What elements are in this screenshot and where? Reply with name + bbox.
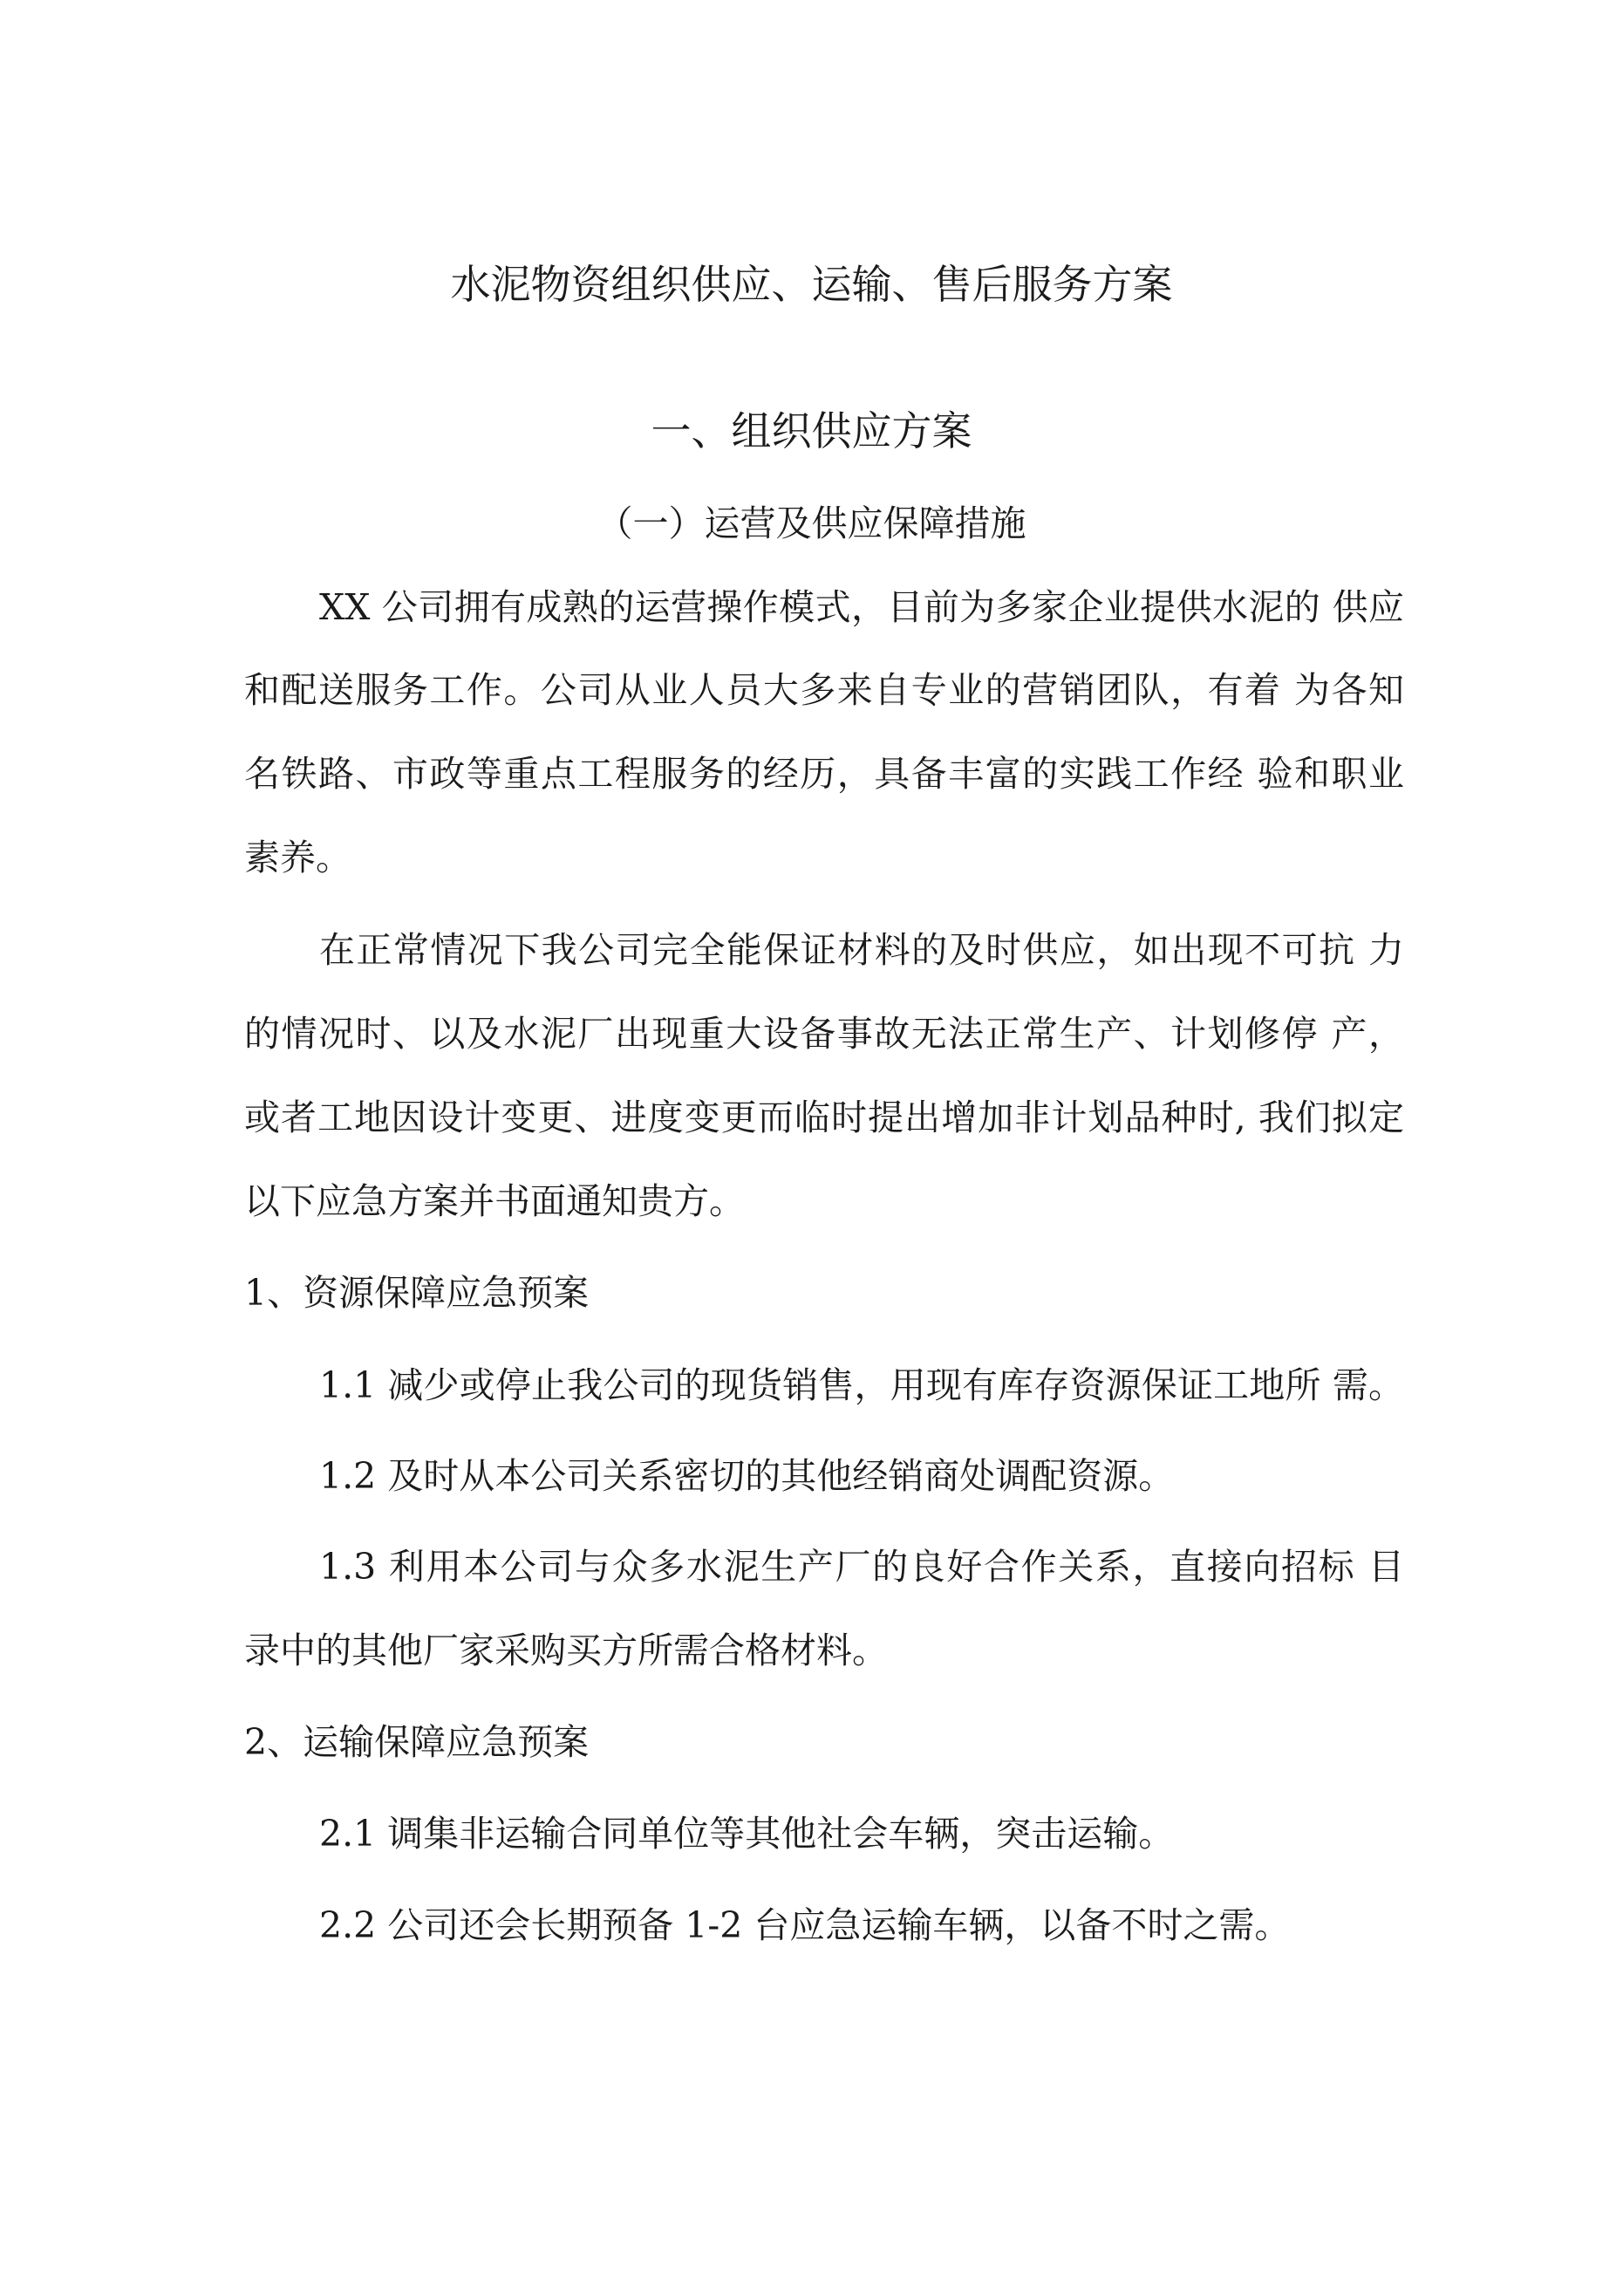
paragraph-line: 素养。	[244, 837, 351, 878]
paragraph-line: 的情况时、以及水泥厂出现重大设备事故无法正常生产、计划修停 产，	[244, 1013, 1404, 1055]
paragraph-line: 以下应急方案并书面通知贵方。	[244, 1180, 745, 1222]
subsection-heading: （一）运营及供应保障措施	[597, 502, 1026, 544]
paragraph-line: 或者工地因设计变更、进度变更而临时提出增加非计划品种时, 我们拟定	[244, 1097, 1404, 1138]
list-item-continuation: 录中的其他厂家采购买方所需合格材料。	[244, 1630, 888, 1671]
list-item: 1.1 减少或停止我公司的现货销售，用现有库存资源保证工地所 需。	[319, 1364, 1404, 1406]
list-item: 2.2 公司还会长期预备 1-2 台应急运输车辆，以备不时之需。	[319, 1904, 1291, 1946]
list-heading: 2、运输保障应急预案	[244, 1721, 590, 1763]
paragraph-line: 在正常情况下我公司完全能保证材料的及时供应，如出现不可抗 力	[319, 929, 1404, 971]
list-item: 1.3 利用本公司与众多水泥生产厂的良好合作关系，直接向招标 目	[319, 1546, 1404, 1588]
list-item: 1.2 及时从本公司关系密切的其他经销商处调配资源。	[319, 1455, 1175, 1497]
list-item: 2.1 调集非运输合同单位等其他社会车辆，突击运输。	[319, 1813, 1175, 1855]
paragraph-line: 名铁路、市政等重点工程服务的经历，具备丰富的实践工作经 验和职业	[244, 753, 1404, 795]
paragraph-line: XX 公司拥有成熟的运营操作模式，目前为多家企业提供水泥的 供应	[319, 586, 1404, 628]
paragraph-line: 和配送服务工作。公司从业人员大多来自专业的营销团队，有着 为各知	[244, 669, 1404, 711]
document-title: 水泥物资组织供应、运输、售后服务方案	[450, 261, 1173, 308]
section-heading: 一、组织供应方案	[651, 407, 972, 454]
list-heading: 1、资源保障应急预案	[244, 1272, 590, 1314]
